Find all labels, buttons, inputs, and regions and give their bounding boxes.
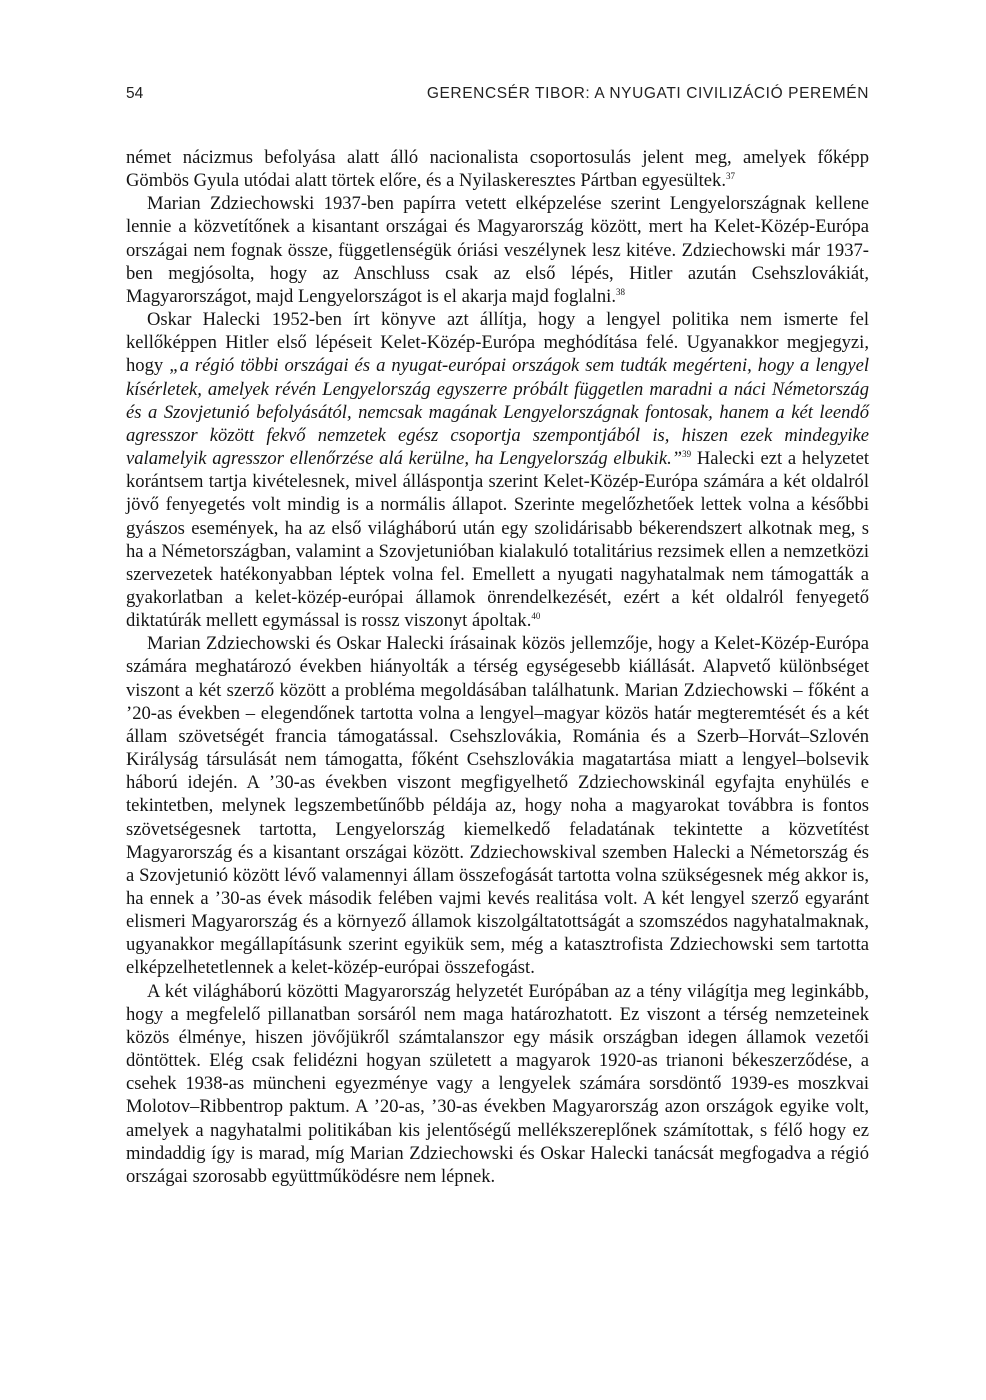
paragraph-text: Marian Zdziechowski 1937-ben papírra vetett elképzelése szerint Lengyelországnak kellene lennie a közvetítőnek a kisantant országai és Magyarország között, mert ha Kelet-Közép-Európa országai nem fognak össze, függetlenségük óriási veszélynek lesz kitéve. Zdziechowski már 1937-ben megjósolta, hogy az Anschluss csak az első lépés, Hitler azután Csehszlovákiát, Magyarországot, majd Lengyelországot is el akarja majd foglalni.: [126, 193, 869, 307]
footnote-reference: 37: [725, 170, 735, 181]
paragraph: [126, 192, 869, 308]
paragraph-text: Marian Zdziechowski és Oskar Halecki írásainak közös jellemzője, hogy a Kelet-Közép-Európa számára meghatározó években hiányolták a térség egységesebb kiállását. Alapvető különbséget viszont a két szerző között a probléma megoldásában találhatunk. Marian Zdziechowski – főként a ’20-as években – elegendőnek tartotta volna a lengyel–magyar közös határ megteremtését és a két állam szövetségét francia támogatással. Csehszlovákia, Románia és a Szerb–Horvát–Szlovén Királyság társulását nem támogatta, főként Csehszlovákia magatartása miatt a lengyel–bolsevik háború idején. A ’30-as években viszont megfigyelhető Zdziechowskinál egyfajta enyhülés e tekintetben, melynek legszembetűnőbb példája az, hogy noha a magyarokat továbbra is fontos szövetségesnek tartotta, Lengyelország kiemelkedő feladatának tekintette a közvetítést Magyarország és a kisantant országai között. Zdziechowskival szemben Halecki a Németország és a Szovjetunió között lévő valamennyi állam összefogását tartotta volna szükségesnek még akkor is, ha ennek a ’30-as évek második felében vajmi kevés realitása volt. A két lengyel szerző egyaránt elismeri Magyarország és a környező államok kiszolgáltatottságát a szomszédos nagyhatalmaknak, ugyanakkor megállapításunk szerint egyikük sem, még a katasztrofista Zdziechowski sem tartotta elképzelhetetlennek a kelet-közép-európai összefogást.: [126, 633, 869, 979]
paragraph-text: német nácizmus befolyása alatt álló nacionalista csoportosulás jelent meg, amelyek főképp Gömbös Gyula utódai alatt törtek előre, és a Nyilaskeresztes Pártban egyesültek.: [126, 147, 869, 192]
running-header: [126, 85, 869, 103]
paragraph: [126, 146, 869, 192]
paragraph-text: Oskar Halecki 1952-ben írt könyve azt állítja, hogy a lengyel politika nem ismerte fel kellőképpen Hitler első lépéseit Kelet-Közép-Európa meghódítása felé. Ugyanakkor megjegyzi, hogy: [126, 309, 869, 377]
paragraph: [126, 632, 869, 979]
page-number: 54: [126, 85, 144, 102]
running-title: GERENCSÉR TIBOR: A NYUGATI CIVILIZÁCIÓ PEREMÉN: [426, 85, 869, 102]
footnote-reference: 39: [682, 448, 692, 459]
paragraph-text: A két világháború közötti Magyarország helyzetét Európában az a tény világítja meg leginkább, hogy a megfelelő pillanatban sorsáról nem maga határozhatott. Ez viszont a térség nemzeteinek közös élménye, hiszen jövőjükről számtalanszor egy másik országban idegen államok vezetői döntöttek. Elég csak felidézni hogyan született a magyarok 1920-as trianoni békeszerződése, a csehek 1938-as müncheni egyezménye vagy a lengyelek számára sorsdöntő 1939-es moszkvai Molotov–Ribbentrop paktum. A ’20-as, ’30-as években Magyarország azon országok egyike volt, amelyek a nagyhatalmi politikában kis jelentőségű mellékszereplőnek számítottak, s félő hogy ez mindaddig így is marad, míg Marian Zdziechowski és Oskar Halecki tanácsát megfogadva a régió országai szorosabb együttműködésre nem lépnek.: [126, 980, 869, 1187]
paragraph: [126, 980, 869, 1188]
body-text: [126, 146, 869, 1188]
paragraph-text: Halecki ezt a helyzetet korántsem tartja kivételesnek, mivel álláspontja szerint Kelet-Közép-Európa számára a két oldalról jövő fenyegetés volt mindig is a normális állapot. Szerinte megelőzhetőek lettek volna a későbbi gyászos események, ha az első világháború után egy szolidárisabb békerendszert alkotnak meg, s ha a Németországban, valamint a Szovjetunióban kialakuló totalitárius rezsimek ellen a nemzetközi szervezetek hatékonyabban léptek volna fel. Emellett a nyugati nagyhatalmak nem támogatták a gyakorlatban a kelet-közép-európai államok önrendelkezését, ezért a két oldalról fenyegető diktatúrák mellett egymással is rossz viszonyt ápoltak.: [126, 448, 870, 632]
footnote-reference: 38: [615, 286, 625, 297]
quotation: „a régió többi országai és a nyugat-európai országok sem tudták megérteni, hogy a lengyel kísérletek, amelyek révén Lengyelország egyszerre próbált független maradni a náci Németország és a Szovjetunió befolyásától, nemcsak magának Lengyelországnak fontosak, hanem a két leendő agresszor között fekvő nemzetek egész csoportja szempontjából is, hiszen ezek mindegyike valamelyik agresszor ellenőrzése alá kerülne, ha Lengyelország elbukik.”: [126, 355, 869, 470]
footnote-reference: 40: [531, 610, 541, 621]
paragraph: [126, 308, 869, 632]
